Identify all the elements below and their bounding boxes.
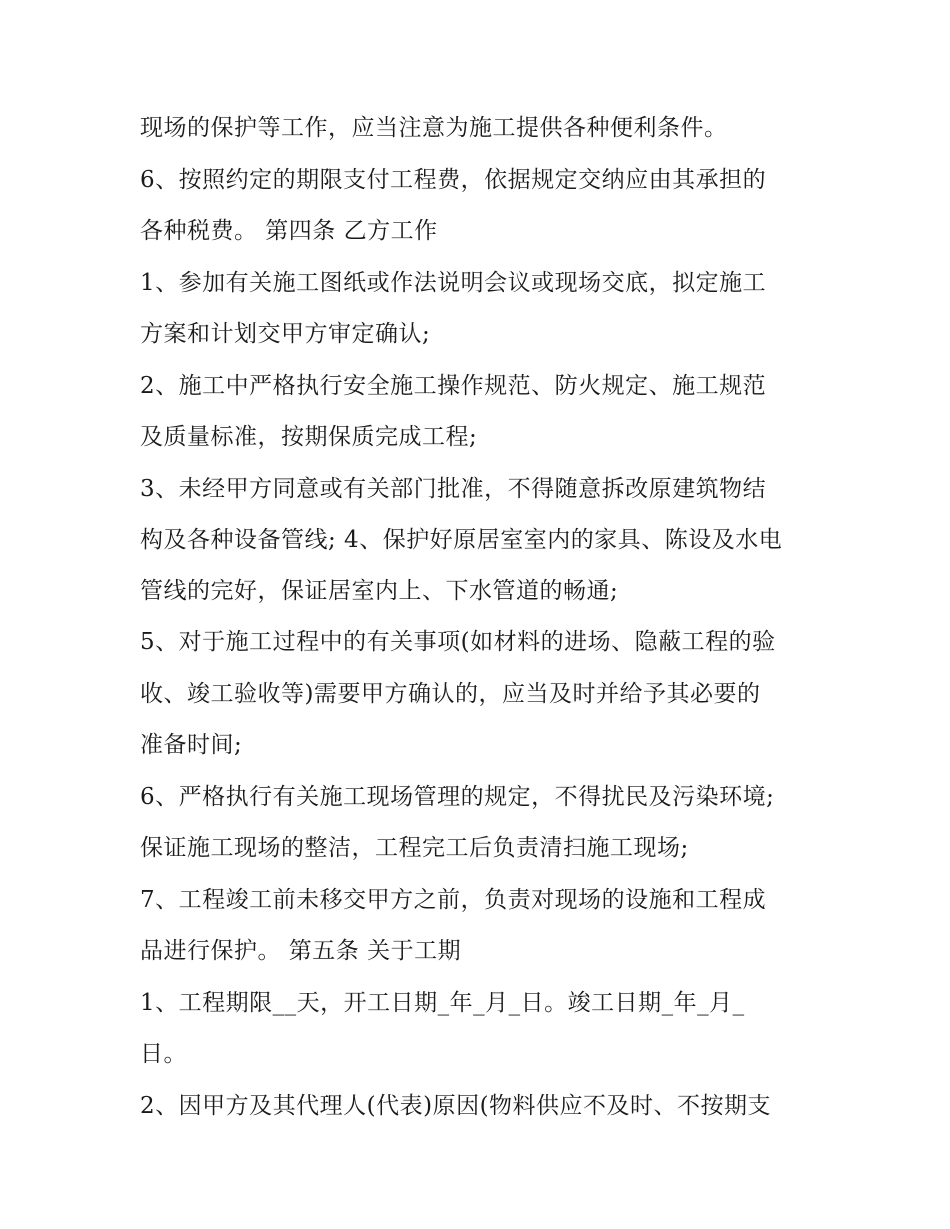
text-line: 5、对于施工过程中的有关事项(如材料的进场、隐蔽工程的验 [140, 629, 776, 655]
text-line: 日。 [140, 1041, 187, 1067]
text-line: 2、因甲方及其代理人(代表)原因(物料供应不及时、不按期支 [140, 1093, 772, 1119]
text-line: 品进行保护。 第五条 关于工期 [140, 938, 462, 964]
text-line: 1、参加有关施工图纸或作法说明会议或现场交底，拟定施工 [140, 270, 767, 296]
text-line: 管线的完好，保证居室内上、下水管道的畅通; [140, 578, 619, 604]
text-line: 收、竣工验收等)需要甲方确认的，应当及时并给予其必要的 [140, 681, 761, 707]
text-line: 及质量标准，按期保质完成工程; [140, 424, 478, 450]
text-line: 1、工程期限__天，开工日期_年_月_日。竣工日期_年_月_ [140, 990, 745, 1016]
text-line: 保证施工现场的整洁，工程完工后负责清扫施工现场; [140, 835, 689, 861]
text-line: 方案和计划交甲方审定确认; [140, 321, 431, 347]
text-line: 现场的保护等工作，应当注意为施工提供各种便利条件。 [140, 115, 728, 141]
text-line: 6、严格执行有关施工现场管理的规定，不得扰民及污染环境; [140, 784, 775, 810]
text-line: 构及各种设备管线; 4、保护好原居室室内的家具、陈设及水电 [140, 527, 783, 553]
text-line: 3、未经甲方同意或有关部门批准，不得随意拆改原建筑物结 [140, 476, 767, 502]
text-line: 准备时间; [140, 732, 243, 758]
text-line: 7、工程竣工前未移交甲方之前，负责对现场的设施和工程成 [140, 887, 767, 913]
text-line: 各种税费。 第四条 乙方工作 [140, 218, 438, 244]
text-line: 2、施工中严格执行安全施工操作规范、防火规定、施工规范 [140, 373, 767, 399]
text-line: 6、按照约定的期限支付工程费，依据规定交纳应由其承担的 [140, 167, 767, 193]
